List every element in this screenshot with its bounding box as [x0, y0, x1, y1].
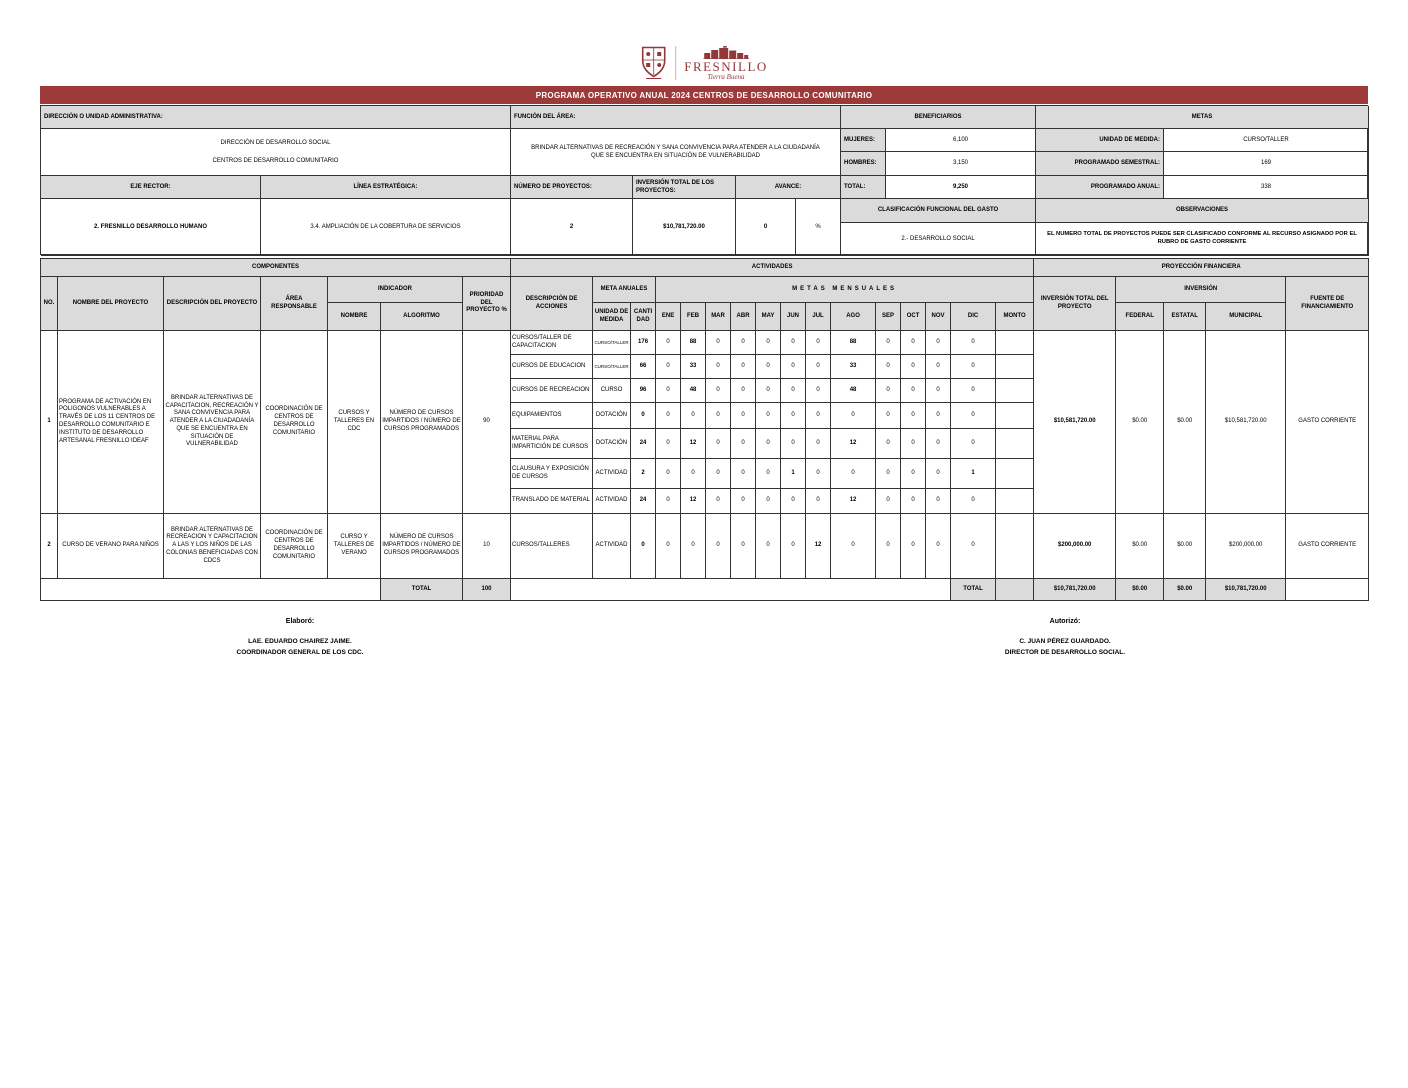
action-quantity: 0 [631, 514, 656, 579]
autorizo-label: Autorizó: [1049, 618, 1081, 625]
total-label-right: TOTAL [951, 579, 996, 601]
month-value-ago: 88 [831, 331, 876, 355]
project-description: BRINDAR ALTERNATIVAS DE RECREACION Y CAPACITACION A LAS Y LOS NIÑOS DE LAS COLONIAS BENEFICIADAS CON CDCS [164, 514, 261, 579]
month-value-oct: 0 [901, 355, 926, 379]
col-estatal: ESTATAL [1164, 303, 1206, 331]
month-value-oct: 0 [901, 514, 926, 579]
col-indicador: INDICADOR [328, 277, 463, 303]
autorizo-title: DIRECTOR DE DESARROLLO SOCIAL. [1004, 649, 1126, 657]
month-value-sep: 0 [876, 459, 901, 489]
month-value-may: 0 [756, 459, 781, 489]
month-value-sep: 0 [876, 355, 901, 379]
investment-estatal: $0.00 [1164, 514, 1206, 579]
project-name: CURSO DE VERANO PARA NIÑOS [58, 514, 164, 579]
direccion-line2: CENTROS DE DESARROLLO COMUNITARIO [212, 157, 339, 164]
avance-percent: % [796, 199, 841, 256]
action-amount [996, 379, 1034, 403]
total-estatal: $0.00 [1164, 579, 1206, 601]
action-description: EQUIPAMIENTOS [511, 403, 593, 429]
month-value-sep: 0 [876, 429, 901, 459]
col-algoritmo: ALGORITMO [381, 303, 463, 331]
month-value-jul: 0 [806, 355, 831, 379]
funcion-label: FUNCIÓN DEL ÁREA: [511, 106, 841, 129]
month-value-ago: 0 [831, 514, 876, 579]
indicator-name: CURSOS Y TALLERES EN CDC [328, 331, 381, 514]
month-value-jun: 1 [781, 459, 806, 489]
brand-tagline: Tierra Buena [707, 72, 745, 81]
month-value-abr: 0 [731, 331, 756, 355]
num-proyectos-label: NÚMERO DE PROYECTOS: [511, 176, 633, 199]
action-amount [996, 403, 1034, 429]
action-amount [996, 459, 1034, 489]
month-value-sep: 0 [876, 489, 901, 514]
unidad-medida-label: UNIDAD DE MEDIDA: [1036, 129, 1164, 152]
month-value-ago: 0 [831, 459, 876, 489]
inversion-label: INVERSIÓN TOTAL DE LOS PROYECTOS: [633, 176, 736, 199]
month-value-mar: 0 [706, 379, 731, 403]
month-value-nov: 0 [926, 355, 951, 379]
month-value-ene: 0 [656, 355, 681, 379]
action-description: CURSOS DE EDUCACION [511, 355, 593, 379]
clasificacion-label: CLASIFICACIÓN FUNCIONAL DEL GASTO [841, 199, 1036, 223]
col-municipal: MUNICIPAL [1206, 303, 1286, 331]
month-value-jun: 0 [781, 355, 806, 379]
unidad-medida-value: CURSO/TALLER [1164, 129, 1369, 152]
month-value-mar: 0 [706, 459, 731, 489]
col-acciones: DESCRIPCIÓN DE ACCIONES [511, 277, 593, 331]
total-empty-right [1286, 579, 1369, 601]
elaboro-title: COORDINADOR GENERAL DE LOS CDC. [236, 649, 364, 657]
month-value-sep: 0 [876, 403, 901, 429]
month-col-abr: ABR [731, 303, 756, 331]
logo [640, 40, 768, 86]
autorizo-name: C. JUAN PÉREZ GUARDADO. [1019, 638, 1111, 645]
action-unit: DOTACIÓN [593, 429, 631, 459]
beneficiarios-header: BENEFICIARIOS [841, 106, 1036, 129]
action-quantity: 24 [631, 429, 656, 459]
total-federal: $0.00 [1116, 579, 1164, 601]
month-value-abr: 0 [731, 459, 756, 489]
col-no: NO. [41, 277, 58, 331]
beneficiarios-total-value: 9,250 [886, 176, 1036, 199]
avance-value: 0 [736, 199, 796, 256]
total-row [41, 579, 1369, 601]
col-ind-nombre: NOMBRE [328, 303, 381, 331]
section-componentes: COMPONENTES [41, 259, 511, 277]
col-nombre: NOMBRE DEL PROYECTO [58, 277, 164, 331]
action-row [41, 514, 1369, 579]
hombres-label: HOMBRES: [841, 152, 886, 176]
action-quantity: 0 [631, 403, 656, 429]
month-col-nov: NOV [926, 303, 951, 331]
month-value-oct: 0 [901, 489, 926, 514]
linea-label: LÍNEA ESTRATÉGICA: [261, 176, 511, 199]
month-value-jun: 0 [781, 403, 806, 429]
investment-federal: $0.00 [1116, 514, 1164, 579]
table-body [41, 331, 1369, 579]
direccion-label: DIRECCIÓN O UNIDAD ADMINISTRATIVA: [41, 106, 511, 129]
month-value-dic: 0 [951, 514, 996, 579]
total-empty-left [41, 579, 381, 601]
month-value-ago: 48 [831, 379, 876, 403]
month-value-ene: 0 [656, 514, 681, 579]
observaciones-value: EL NUMERO TOTAL DE PROYECTOS PUEDE SER CLASIFICADO CONFORME AL RECURSO ASIGNADO POR EL RUBRO DE GASTO CORRIENTE [1036, 223, 1369, 256]
linea-value: 3.4. AMPLIACIÓN DE LA COBERTURA DE SERVICIOS [261, 199, 511, 256]
month-value-dic: 0 [951, 489, 996, 514]
col-inversion: INVERSIÓN [1116, 277, 1286, 303]
action-description: CURSOS/TALLERES [511, 514, 593, 579]
month-value-may: 0 [756, 379, 781, 403]
metas-header: METAS [1036, 106, 1369, 129]
month-value-feb: 0 [681, 459, 706, 489]
month-value-ene: 0 [656, 459, 681, 489]
month-value-abr: 0 [731, 403, 756, 429]
col-area: ÁREA RESPONSABLE [261, 277, 328, 331]
prog-anual-label: PROGRAMADO ANUAL: [1036, 176, 1164, 199]
prog-semestral-value: 169 [1164, 152, 1369, 176]
observaciones-label: OBSERVACIONES [1036, 199, 1369, 223]
col-prioridad: PRIORIDAD DEL PROYECTO % [463, 277, 511, 331]
month-value-feb: 33 [681, 355, 706, 379]
month-value-nov: 0 [926, 331, 951, 355]
action-quantity: 24 [631, 489, 656, 514]
action-amount [996, 331, 1034, 355]
month-value-mar: 0 [706, 331, 731, 355]
action-unit: CURSO/TALLER [593, 355, 631, 379]
month-col-mar: MAR [706, 303, 731, 331]
month-value-dic: 1 [951, 459, 996, 489]
month-value-oct: 0 [901, 403, 926, 429]
section-proyeccion: PROYECCIÓN FINANCIERA [1034, 259, 1369, 277]
month-value-jun: 0 [781, 489, 806, 514]
col-cantidad: CANTIDAD [631, 303, 656, 331]
title-bar: PROGRAMA OPERATIVO ANUAL 2024 CENTROS DE DESARROLLO COMUNITARIO [40, 86, 1368, 104]
total-investment: $10,781,720.00 [1034, 579, 1116, 601]
crest-icon [640, 45, 667, 81]
month-value-dic: 0 [951, 403, 996, 429]
month-value-abr: 0 [731, 379, 756, 403]
direccion-value [41, 129, 511, 176]
projects-table [40, 258, 1369, 601]
investment-municipal: $10,581,720.00 [1206, 331, 1286, 514]
project-name: PROGRAMA DE ACTIVACIÓN EN POLIGONOS VULNERABLES A TRAVÉS DE LOS 11 CENTROS DE DESARROLLO COMUNITARIO E INSTITUTO DE DESARROLLO ARTESANAL FRESNILLO IDEAF [58, 331, 164, 514]
project-area: COORDINACIÓN DE CENTROS DE DESARROLLO COMUNITARIO [261, 514, 328, 579]
month-value-dic: 0 [951, 379, 996, 403]
investment-estatal: $0.00 [1164, 331, 1206, 514]
month-value-feb: 88 [681, 331, 706, 355]
month-value-jun: 0 [781, 379, 806, 403]
month-value-abr: 0 [731, 514, 756, 579]
month-value-may: 0 [756, 355, 781, 379]
action-row [41, 331, 1369, 355]
month-value-dic: 0 [951, 355, 996, 379]
month-value-sep: 0 [876, 514, 901, 579]
total-municipal: $10,781,720.00 [1206, 579, 1286, 601]
month-value-jul: 0 [806, 429, 831, 459]
month-value-abr: 0 [731, 489, 756, 514]
month-value-nov: 0 [926, 403, 951, 429]
month-value-ene: 0 [656, 403, 681, 429]
month-col-may: MAY [756, 303, 781, 331]
month-value-jul: 12 [806, 514, 831, 579]
month-value-feb: 12 [681, 429, 706, 459]
table-head [41, 259, 1369, 331]
action-amount [996, 429, 1034, 459]
action-description: MATERIAL PARA IMPARTICIÓN DE CURSOS [511, 429, 593, 459]
action-amount [996, 355, 1034, 379]
funcion-value: BRINDAR ALTERNATIVAS DE RECREACIÓN Y SANA CONVIVENCIA PARA ATENDER A LA CIUDADANÍA QUE SE ENCUENTRA EN SITUACIÓN DE VULNERABILIDAD [511, 129, 841, 176]
month-value-may: 0 [756, 429, 781, 459]
month-value-abr: 0 [731, 429, 756, 459]
action-unit: ACTIVIDAD [593, 489, 631, 514]
action-amount [996, 489, 1034, 514]
month-value-oct: 0 [901, 331, 926, 355]
month-value-ago: 12 [831, 489, 876, 514]
month-value-ene: 0 [656, 331, 681, 355]
month-value-oct: 0 [901, 429, 926, 459]
action-unit: ACTIVIDAD [593, 459, 631, 489]
month-value-mar: 0 [706, 403, 731, 429]
clasificacion-value: 2.- DESARROLLO SOCIAL [841, 223, 1036, 256]
month-value-may: 0 [756, 331, 781, 355]
month-col-jun: JUN [781, 303, 806, 331]
month-value-ene: 0 [656, 429, 681, 459]
info-grid [40, 105, 1368, 255]
mujeres-value: 6,100 [886, 129, 1036, 152]
action-unit: CURSO/TALLER [593, 331, 631, 355]
investment-federal: $0.00 [1116, 331, 1164, 514]
col-monto: MONTO [996, 303, 1034, 331]
month-value-may: 0 [756, 489, 781, 514]
month-value-jun: 0 [781, 514, 806, 579]
section-header-row [41, 259, 1369, 277]
signature-elaboro [185, 618, 415, 658]
num-proyectos-value: 2 [511, 199, 633, 256]
month-value-jul: 0 [806, 331, 831, 355]
month-col-oct: OCT [901, 303, 926, 331]
hombres-value: 3,150 [886, 152, 1036, 176]
month-value-mar: 0 [706, 514, 731, 579]
month-col-jul: JUL [806, 303, 831, 331]
direccion-line1: DIRECCIÓN DE DESARROLLO SOCIAL [220, 140, 331, 147]
action-amount [996, 514, 1034, 579]
month-value-nov: 0 [926, 429, 951, 459]
elaboro-label: Elaboró: [285, 618, 315, 625]
indicator-name: CURSO Y TALLERES DE VERANO [328, 514, 381, 579]
total-empty-mid [511, 579, 951, 601]
action-description: TRANSLADO DE MATERIAL [511, 489, 593, 514]
month-value-may: 0 [756, 403, 781, 429]
month-value-nov: 0 [926, 489, 951, 514]
investment-municipal: $200,000.00 [1206, 514, 1286, 579]
action-unit: DOTACIÓN [593, 403, 631, 429]
avance-label: AVANCE: [736, 176, 841, 199]
month-value-oct: 0 [901, 379, 926, 403]
month-value-jul: 0 [806, 489, 831, 514]
month-value-abr: 0 [731, 355, 756, 379]
month-value-ene: 0 [656, 489, 681, 514]
month-value-jul: 0 [806, 403, 831, 429]
action-description: CURSOS/TALLER DE CAPACITACION [511, 331, 593, 355]
brand-wordmark: FRESNILLO [684, 58, 768, 74]
project-area: COORDINACIÓN DE CENTROS DE DESARROLLO COMUNITARIO [261, 331, 328, 514]
month-value-sep: 0 [876, 331, 901, 355]
action-quantity: 96 [631, 379, 656, 403]
month-value-may: 0 [756, 514, 781, 579]
month-value-mar: 0 [706, 429, 731, 459]
total-label: TOTAL [381, 579, 463, 601]
action-description: CLAUSURA Y EXPOSICIÓN DE CURSOS [511, 459, 593, 489]
project-investment-total: $200,000.00 [1034, 514, 1116, 579]
indicator-algorithm: NÚMERO DE CURSOS IMPARTIDOS / NÚMERO DE CURSOS PROGRAMADOS [381, 331, 463, 514]
project-investment-total: $10,581,720.00 [1034, 331, 1116, 514]
month-value-jul: 0 [806, 459, 831, 489]
eje-rector-label: EJE RECTOR: [41, 176, 261, 199]
signature-autorizo [950, 618, 1180, 658]
month-value-mar: 0 [706, 355, 731, 379]
inversion-value: $10,781,720.00 [633, 199, 736, 256]
month-value-feb: 12 [681, 489, 706, 514]
elaboro-name: LAE. EDUARDO CHAIREZ JAIME. [248, 638, 352, 645]
month-value-dic: 0 [951, 429, 996, 459]
month-col-feb: FEB [681, 303, 706, 331]
total-priority: 100 [463, 579, 511, 601]
col-fuente: FUENTE DE FINANCIAMIENTO [1286, 277, 1369, 331]
action-unit: CURSO [593, 379, 631, 403]
section-actividades: ACTIVIDADES [511, 259, 1034, 277]
col-unidad: UNIDAD DE MEDIDA [593, 303, 631, 331]
col-metas-mensuales: METAS MENSUALES [656, 277, 1034, 303]
total-monto-empty [996, 579, 1034, 601]
mujeres-label: MUJERES: [841, 129, 886, 152]
month-value-ene: 0 [656, 379, 681, 403]
month-value-jun: 0 [781, 429, 806, 459]
month-value-jul: 0 [806, 379, 831, 403]
funding-source: GASTO CORRIENTE [1286, 514, 1369, 579]
action-quantity: 66 [631, 355, 656, 379]
month-value-feb: 48 [681, 379, 706, 403]
month-value-nov: 0 [926, 514, 951, 579]
month-value-mar: 0 [706, 489, 731, 514]
project-priority: 10 [463, 514, 511, 579]
table-foot [41, 579, 1369, 601]
month-value-ago: 33 [831, 355, 876, 379]
col-descripcion: DESCRIPCIÓN DEL PROYECTO [164, 277, 261, 331]
project-priority: 90 [463, 331, 511, 514]
header-row-main [41, 277, 1369, 303]
month-value-feb: 0 [681, 514, 706, 579]
funding-source: GASTO CORRIENTE [1286, 331, 1369, 514]
month-col-ene: ENE [656, 303, 681, 331]
action-description: CURSOS DE RECREACION [511, 379, 593, 403]
project-description: BRINDAR ALTERNATIVAS DE CAPACITACION, RECREACIÓN Y SANA CONVIVENCIA PARA ATENDER A LA CIUADADANÍA QUE SE ENCUENTRA EN SITUACIÓN DE VULNERABILIDAD [164, 331, 261, 514]
month-value-sep: 0 [876, 379, 901, 403]
month-col-sep: SEP [876, 303, 901, 331]
month-col-dic: DIC [951, 303, 996, 331]
project-no: 1 [41, 331, 58, 514]
prog-semestral-label: PROGRAMADO SEMESTRAL: [1036, 152, 1164, 176]
month-value-feb: 0 [681, 403, 706, 429]
action-unit: ACTIVIDAD [593, 514, 631, 579]
month-col-ago: AGO [831, 303, 876, 331]
indicator-algorithm: NÚMERO DE CURSOS IMPARTIDOS / NÚMERO DE CURSOS PROGRAMADOS [381, 514, 463, 579]
action-quantity: 2 [631, 459, 656, 489]
month-value-nov: 0 [926, 459, 951, 489]
col-federal: FEDERAL [1116, 303, 1164, 331]
eje-rector-value: 2. FRESNILLO DESARROLLO HUMANO [41, 199, 261, 256]
month-value-nov: 0 [926, 379, 951, 403]
month-value-ago: 0 [831, 403, 876, 429]
month-value-ago: 12 [831, 429, 876, 459]
building-icon [703, 46, 749, 59]
col-inv-total: INVERSIÓN TOTAL DEL PROYECTO [1034, 277, 1116, 331]
month-value-jun: 0 [781, 331, 806, 355]
prog-anual-value: 338 [1164, 176, 1369, 199]
col-meta-anuales: META ANUALES [593, 277, 656, 303]
project-no: 2 [41, 514, 58, 579]
month-value-dic: 0 [951, 331, 996, 355]
action-quantity: 176 [631, 331, 656, 355]
beneficiarios-total-label: TOTAL: [841, 176, 886, 199]
month-value-oct: 0 [901, 459, 926, 489]
logo-divider [675, 46, 676, 80]
logo-wordmark-block [684, 46, 768, 81]
